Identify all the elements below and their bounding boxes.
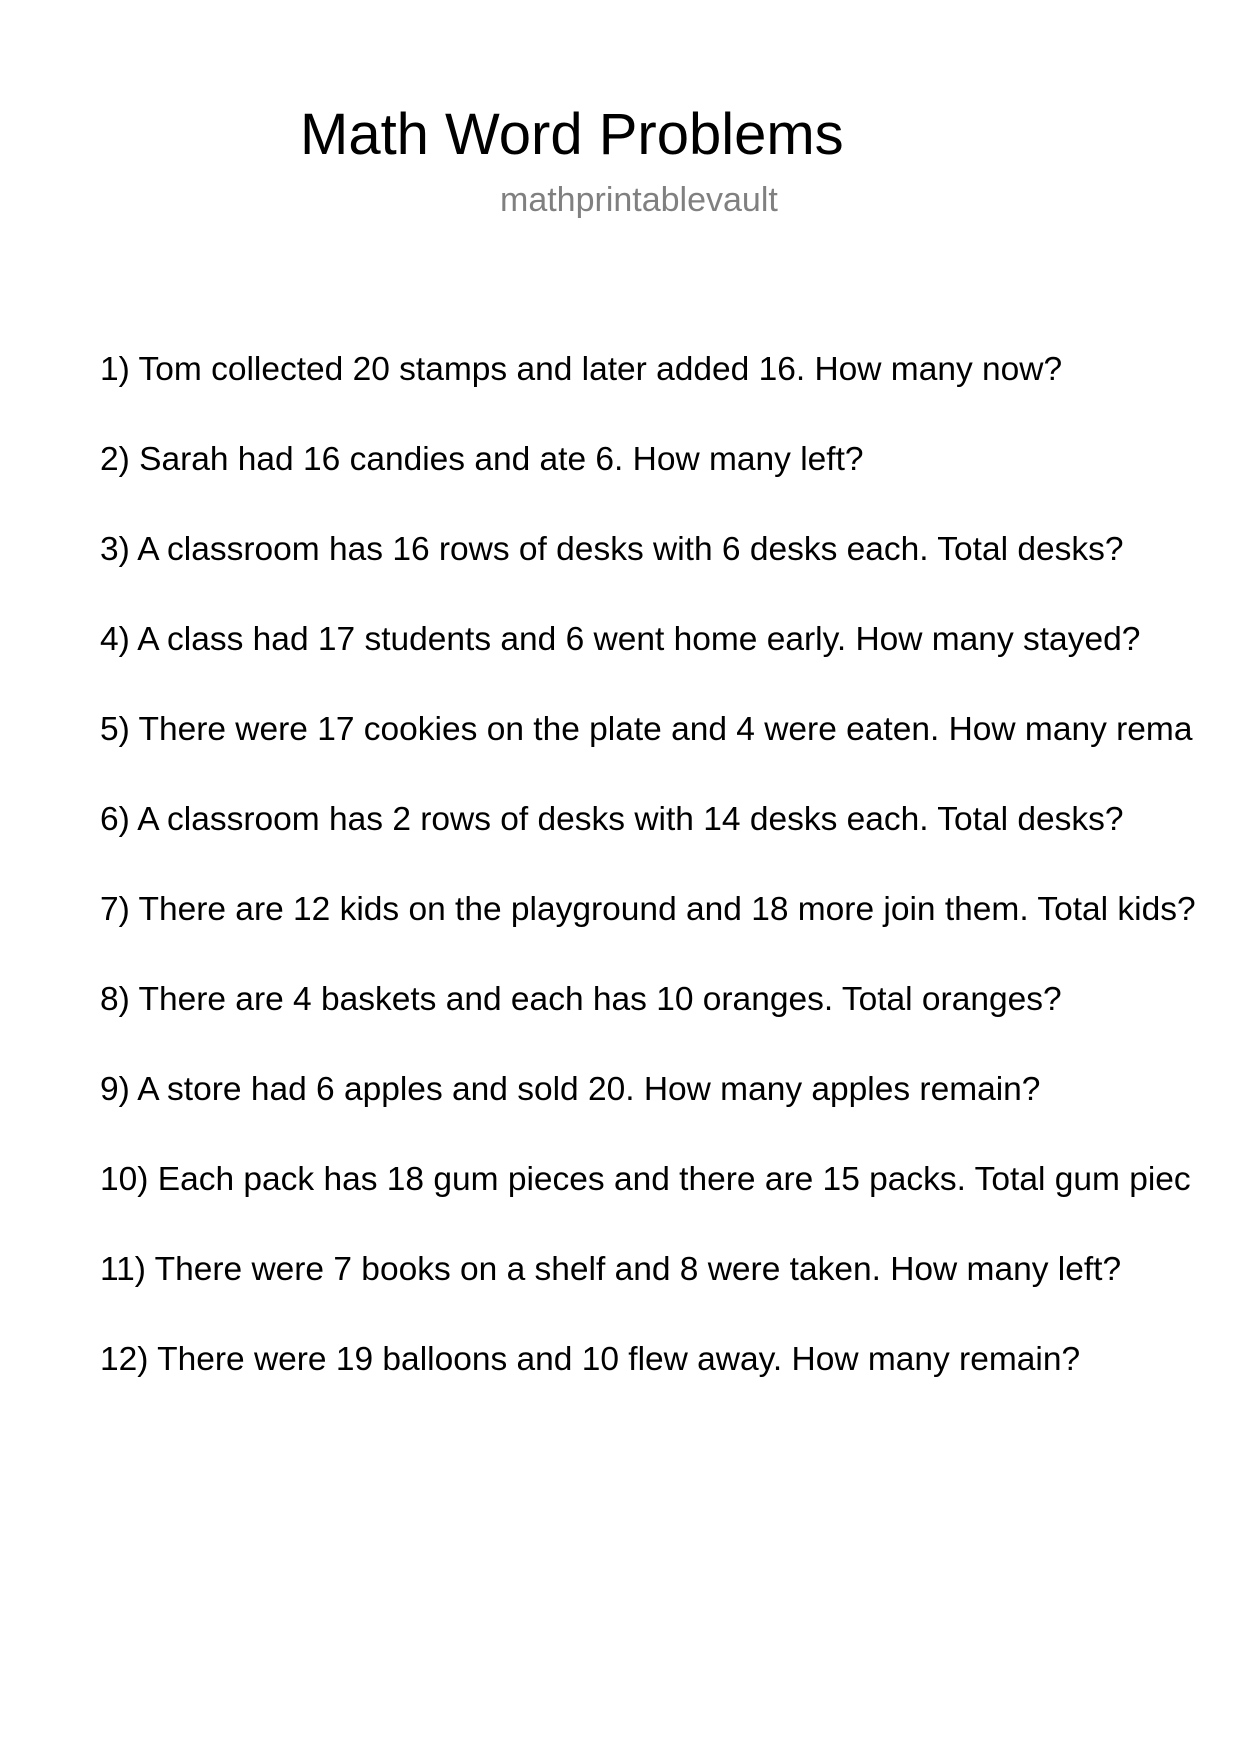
page-subtitle: mathprintablevault xyxy=(500,181,778,219)
problem-item: 12) There were 19 balloons and 10 flew away. How many remain? xyxy=(100,1341,1081,1378)
problem-item: 6) A classroom has 2 rows of desks with 14 desks each. Total desks? xyxy=(100,801,1124,838)
problem-item: 5) There were 17 cookies on the plate and 4 were eaten. How many rema xyxy=(100,711,1193,748)
problem-item: 4) A class had 17 students and 6 went home early. How many stayed? xyxy=(100,621,1141,658)
problem-item: 1) Tom collected 20 stamps and later added 16. How many now? xyxy=(100,351,1063,388)
problem-item: 10) Each pack has 18 gum pieces and there are 15 packs. Total gum piec xyxy=(100,1161,1191,1198)
problem-list xyxy=(100,345,1240,1425)
problem-item: 9) A store had 6 apples and sold 20. How many apples remain? xyxy=(100,1071,1041,1108)
problem-item: 3) A classroom has 16 rows of desks with 6 desks each. Total desks? xyxy=(100,531,1124,568)
page-title: Math Word Problems xyxy=(300,102,844,167)
problem-item: 8) There are 4 baskets and each has 10 oranges. Total oranges? xyxy=(100,981,1062,1018)
problem-item: 7) There are 12 kids on the playground and 18 more join them. Total kids? xyxy=(100,891,1196,928)
problem-item: 2) Sarah had 16 candies and ate 6. How many left? xyxy=(100,441,864,478)
problem-item: 11) There were 7 books on a shelf and 8 were taken. How many left? xyxy=(100,1251,1122,1288)
